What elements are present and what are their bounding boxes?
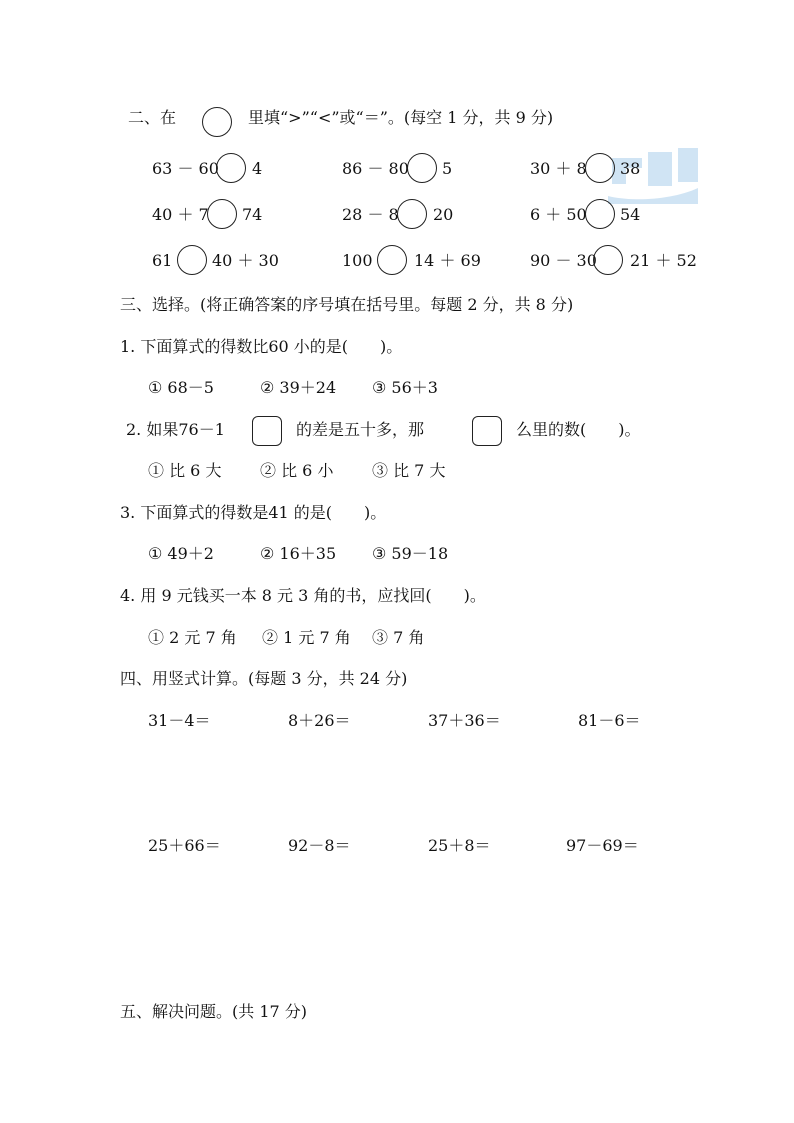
compare-right: 14 ＋ 69 xyxy=(414,251,481,270)
compare-circle[interactable] xyxy=(216,153,246,183)
section2-title: 二、在 xyxy=(128,108,177,127)
question-4: 4. 用 9 元钱买一本 8 元 3 角的书，应找回( )。 xyxy=(120,586,486,605)
vertical-calc-problem: 37＋36＝ xyxy=(428,711,501,730)
compare-left: 90 － 30 xyxy=(530,251,597,270)
compare-left: 100 xyxy=(342,251,373,270)
watermark-logo xyxy=(602,138,698,204)
vertical-calc-problem: 25＋66＝ xyxy=(148,836,221,855)
q2-option-3[interactable]: ③ 比 7 大 xyxy=(372,461,446,480)
compare-left: 30 ＋ 8 xyxy=(530,159,587,178)
compare-right: 21 ＋ 52 xyxy=(630,251,697,270)
section4-title: 四、用竖式计算。(每题 3 分，共 24 分) xyxy=(120,669,408,688)
q4-option-2[interactable]: ② 1 元 7 角 xyxy=(262,628,351,647)
vertical-calc-problem: 8＋26＝ xyxy=(288,711,351,730)
q2-option-2[interactable]: ② 比 6 小 xyxy=(260,461,334,480)
q3-option-2[interactable]: ② 16＋35 xyxy=(260,544,337,563)
q1-option-3[interactable]: ③ 56＋3 xyxy=(372,378,438,397)
compare-right: 38 xyxy=(620,159,641,178)
compare-right: 74 xyxy=(242,205,263,224)
compare-right: 4 xyxy=(252,159,263,178)
q4-option-1[interactable]: ① 2 元 7 角 xyxy=(148,628,237,647)
vertical-calc-problem: 31－4＝ xyxy=(148,711,211,730)
compare-circle[interactable] xyxy=(585,153,615,183)
compare-circle[interactable] xyxy=(407,153,437,183)
section5-title: 五、解决问题。(共 17 分) xyxy=(120,1002,308,1021)
compare-circle[interactable] xyxy=(207,199,237,229)
compare-right: 20 xyxy=(433,205,454,224)
compare-left: 86 － 80 xyxy=(342,159,409,178)
q4-option-3[interactable]: ③ 7 角 xyxy=(372,628,425,647)
vertical-calc-problem: 92－8＝ xyxy=(288,836,351,855)
compare-left: 28 － 8 xyxy=(342,205,399,224)
question-2-middle: 的差是五十多，那 xyxy=(296,420,425,439)
q1-option-2[interactable]: ② 39＋24 xyxy=(260,378,337,397)
question-1: 1. 下面算式的得数比60 小的是( )。 xyxy=(120,337,403,356)
question-2-prefix: 2. 如果76－1 xyxy=(126,420,225,439)
vertical-calc-problem: 81－6＝ xyxy=(578,711,641,730)
vertical-calc-problem: 25＋8＝ xyxy=(428,836,491,855)
compare-right: 40 ＋ 30 xyxy=(212,251,279,270)
compare-left: 6 ＋ 50 xyxy=(530,205,587,224)
question-3: 3. 下面算式的得数是41 的是( )。 xyxy=(120,503,387,522)
compare-left: 63 － 60 xyxy=(152,159,219,178)
section2-instruction: 里填“>”“<”或“＝”。(每空 1 分，共 9 分) xyxy=(248,108,554,127)
compare-circle[interactable] xyxy=(593,245,623,275)
vertical-calc-problem: 97－69＝ xyxy=(566,836,639,855)
answer-box[interactable] xyxy=(252,416,282,446)
answer-circle-example xyxy=(202,107,232,137)
compare-circle[interactable] xyxy=(585,199,615,229)
answer-box[interactable] xyxy=(472,416,502,446)
q1-option-1[interactable]: ① 68－5 xyxy=(148,378,214,397)
compare-right: 5 xyxy=(442,159,453,178)
q3-option-3[interactable]: ③ 59－18 xyxy=(372,544,449,563)
section3-title: 三、选择。(将正确答案的序号填在括号里。每题 2 分，共 8 分) xyxy=(120,295,574,314)
q2-option-1[interactable]: ① 比 6 大 xyxy=(148,461,222,480)
q3-option-1[interactable]: ① 49＋2 xyxy=(148,544,214,563)
compare-circle[interactable] xyxy=(397,199,427,229)
compare-circle[interactable] xyxy=(377,245,407,275)
compare-left: 40 ＋ 7 xyxy=(152,205,209,224)
compare-left: 61 xyxy=(152,251,173,270)
compare-circle[interactable] xyxy=(177,245,207,275)
question-2-suffix: 么里的数( )。 xyxy=(516,420,641,439)
compare-right: 54 xyxy=(620,205,641,224)
